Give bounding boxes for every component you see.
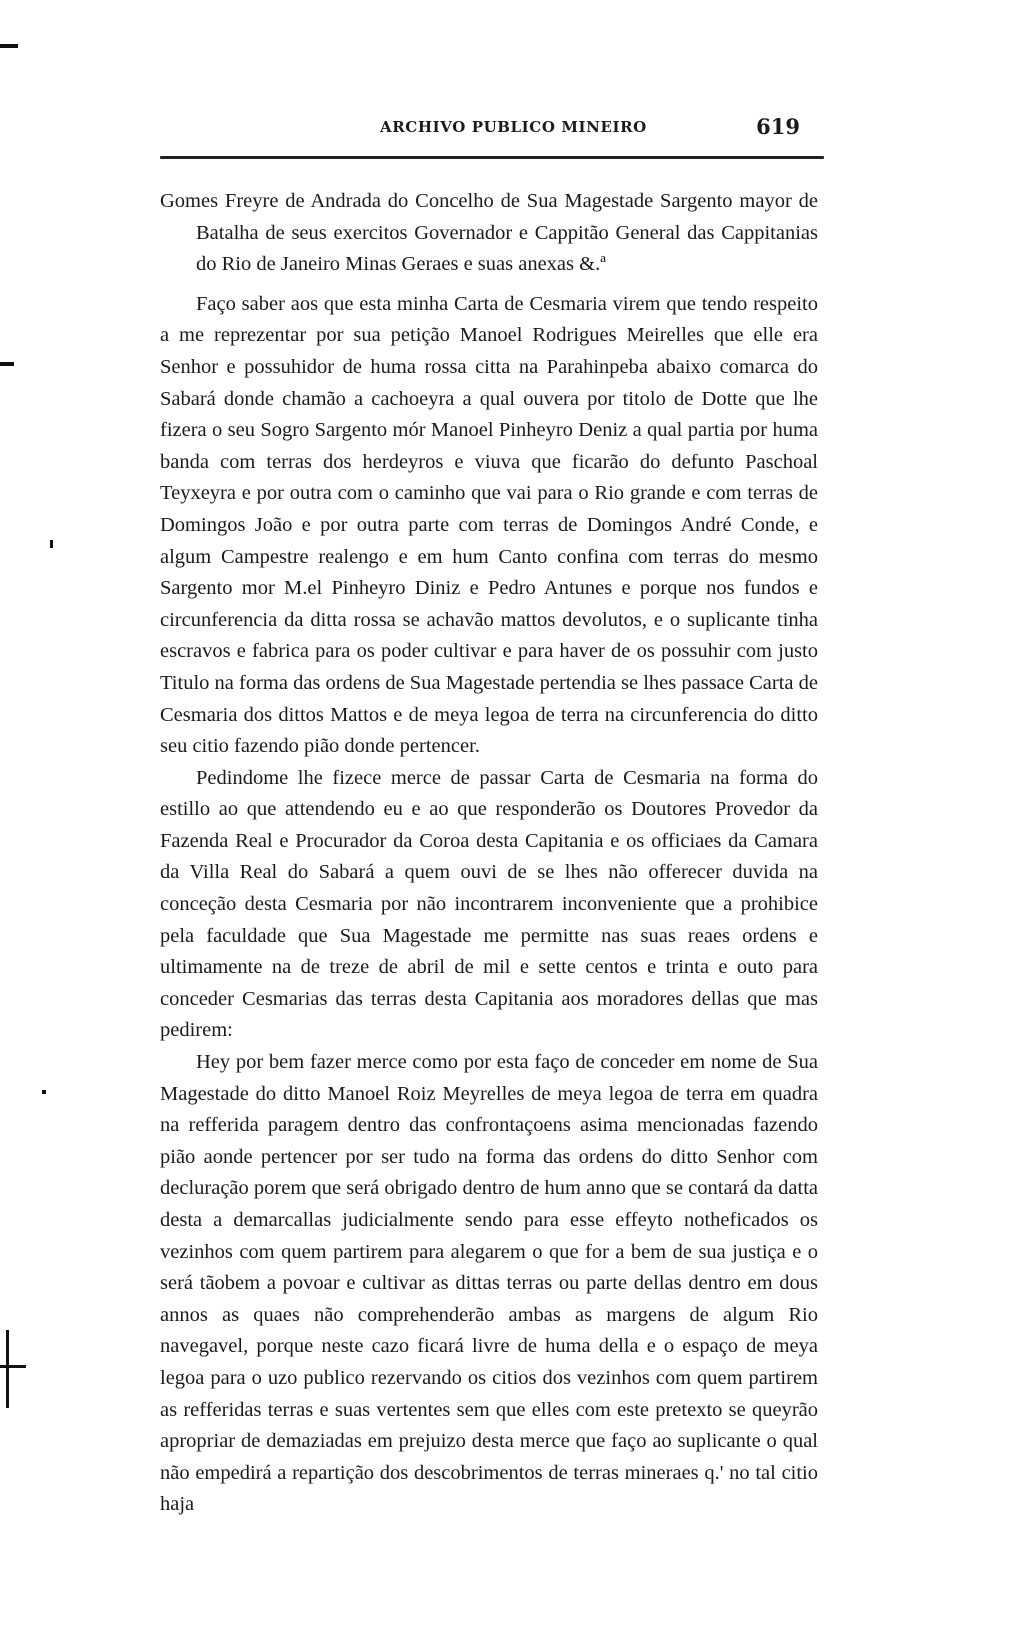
paragraph-grant-request: Faço saber aos que esta minha Carta de Cesmaria virem que tendo respeito a me reprezentar por sua petição Manoel Rodrigues Meirelles que elle era Senhor e possuhidor de huma rossa citta na Parahinpeba abaixo comarca do Sabará donde chamão a cachoeyra a qual ouvera por titolo de Dotte que lhe fizera o seu Sogro Sargento mór Manoel Pinheyro Deniz a qual partia por huma banda com terras dos herdeyros e viuva que ficarão do defunto Paschoal Teyxeyra e por outra com o caminho que vai para o Rio grande e com terras de Domingos João e por outra parte com terras de Domingos André Conde, e algum Campestre realengo e em hum Canto confina com terras do mesmo Sargento mor M.el Pinheyro Diniz e Pedro Antunes e porque nos fundos e circunferencia da ditta rossa se achavão mattos devolutos, e o suplicante tinha escravos e fabrica para os poder cultivar e para haver de os possuhir com justo Titulo na forma das ordens de Sua Magestade pertendia se lhes passace Carta de Cesmaria dos dittos Mattos e de meya legoa de terra na circunferencia do ditto seu citio fazendo pião donde pertencer. (160, 292, 818, 758)
document-heading: Gomes Freyre de Andrada do Concelho de Sua Magestade Sargento mayor de Batalha de seus exercitos Governador e Cappitão General das Cappitanias do Rio de Janeiro Minas Geraes e suas anexas &.ª (160, 190, 818, 276)
margin-mark-bracket-horizontal (0, 1365, 26, 1368)
header-rule (160, 156, 824, 159)
running-title: ARCHIVO PUBLICO MINEIRO (380, 118, 647, 136)
running-header (160, 114, 820, 144)
margin-mark-middle (0, 362, 14, 366)
paragraph-petition-review: Pedindome lhe fizece merce de passar Carta de Cesmaria na forma do estillo ao que attendendo eu e ao que responderão os Doutores Provedor da Fazenda Real e Procurador da Coroa desta Capitania e os officiaes da Camara da Villa Real do Sabará a quem ouvi de se lhes não offerecer duvida na conceção desta Cesmaria por não incontrarem inconveniente que a prohibice pela faculdade que Sua Magestade me permitte nas suas reaes ordens e ultimamente na de treze de abril de mil e sette centos e trinta e outo para conceder Cesmarias das terras desta Capitania aos moradores dellas que mas pedirem: (160, 766, 818, 1042)
margin-mark-dot-lower (42, 1090, 46, 1094)
margin-mark-dot-upper (50, 540, 53, 548)
margin-mark-top (0, 44, 18, 48)
margin-mark-bracket-vertical (6, 1330, 9, 1408)
paragraph-grant-conditions: Hey por bem fazer merce como por esta faço de conceder em nome de Sua Magestade do ditto Manoel Roiz Meyrelles de meya legoa de terra em quadra na refferida paragem dentro das confrontaçoens asima mencionadas fazendo pião aonde pertencer por ser tudo na forma das ordens do ditto Senhor com decluração porem que será obrigado dentro de hum anno que se contará da datta desta a demarcallas judicialmente sendo para esse effeyto notheficados os vezinhos com quem partirem para alegarem o que for a bem de sua justiça e o será tãobem a povoar e cultivar as dittas terras ou parte dellas dentro em dous annos as quaes não comprehenderão ambas as margens de algum Rio navegavel, porque neste cazo ficará livre de huma della e o espaço de meya legoa para o uzo publico rezervando os citios dos vezinhos com quem partirem as refferidas terras e suas vertentes sem que elles com este pretexto se queyrão apropriar de demaziadas em prejuizo desta merce que faço ao suplicante o qual não empedirá a repartição dos descobrimentos de terras mineraes q.' no tal citio haja (160, 1051, 818, 1516)
page-number: 619 (756, 114, 800, 139)
document-body (160, 186, 818, 1521)
